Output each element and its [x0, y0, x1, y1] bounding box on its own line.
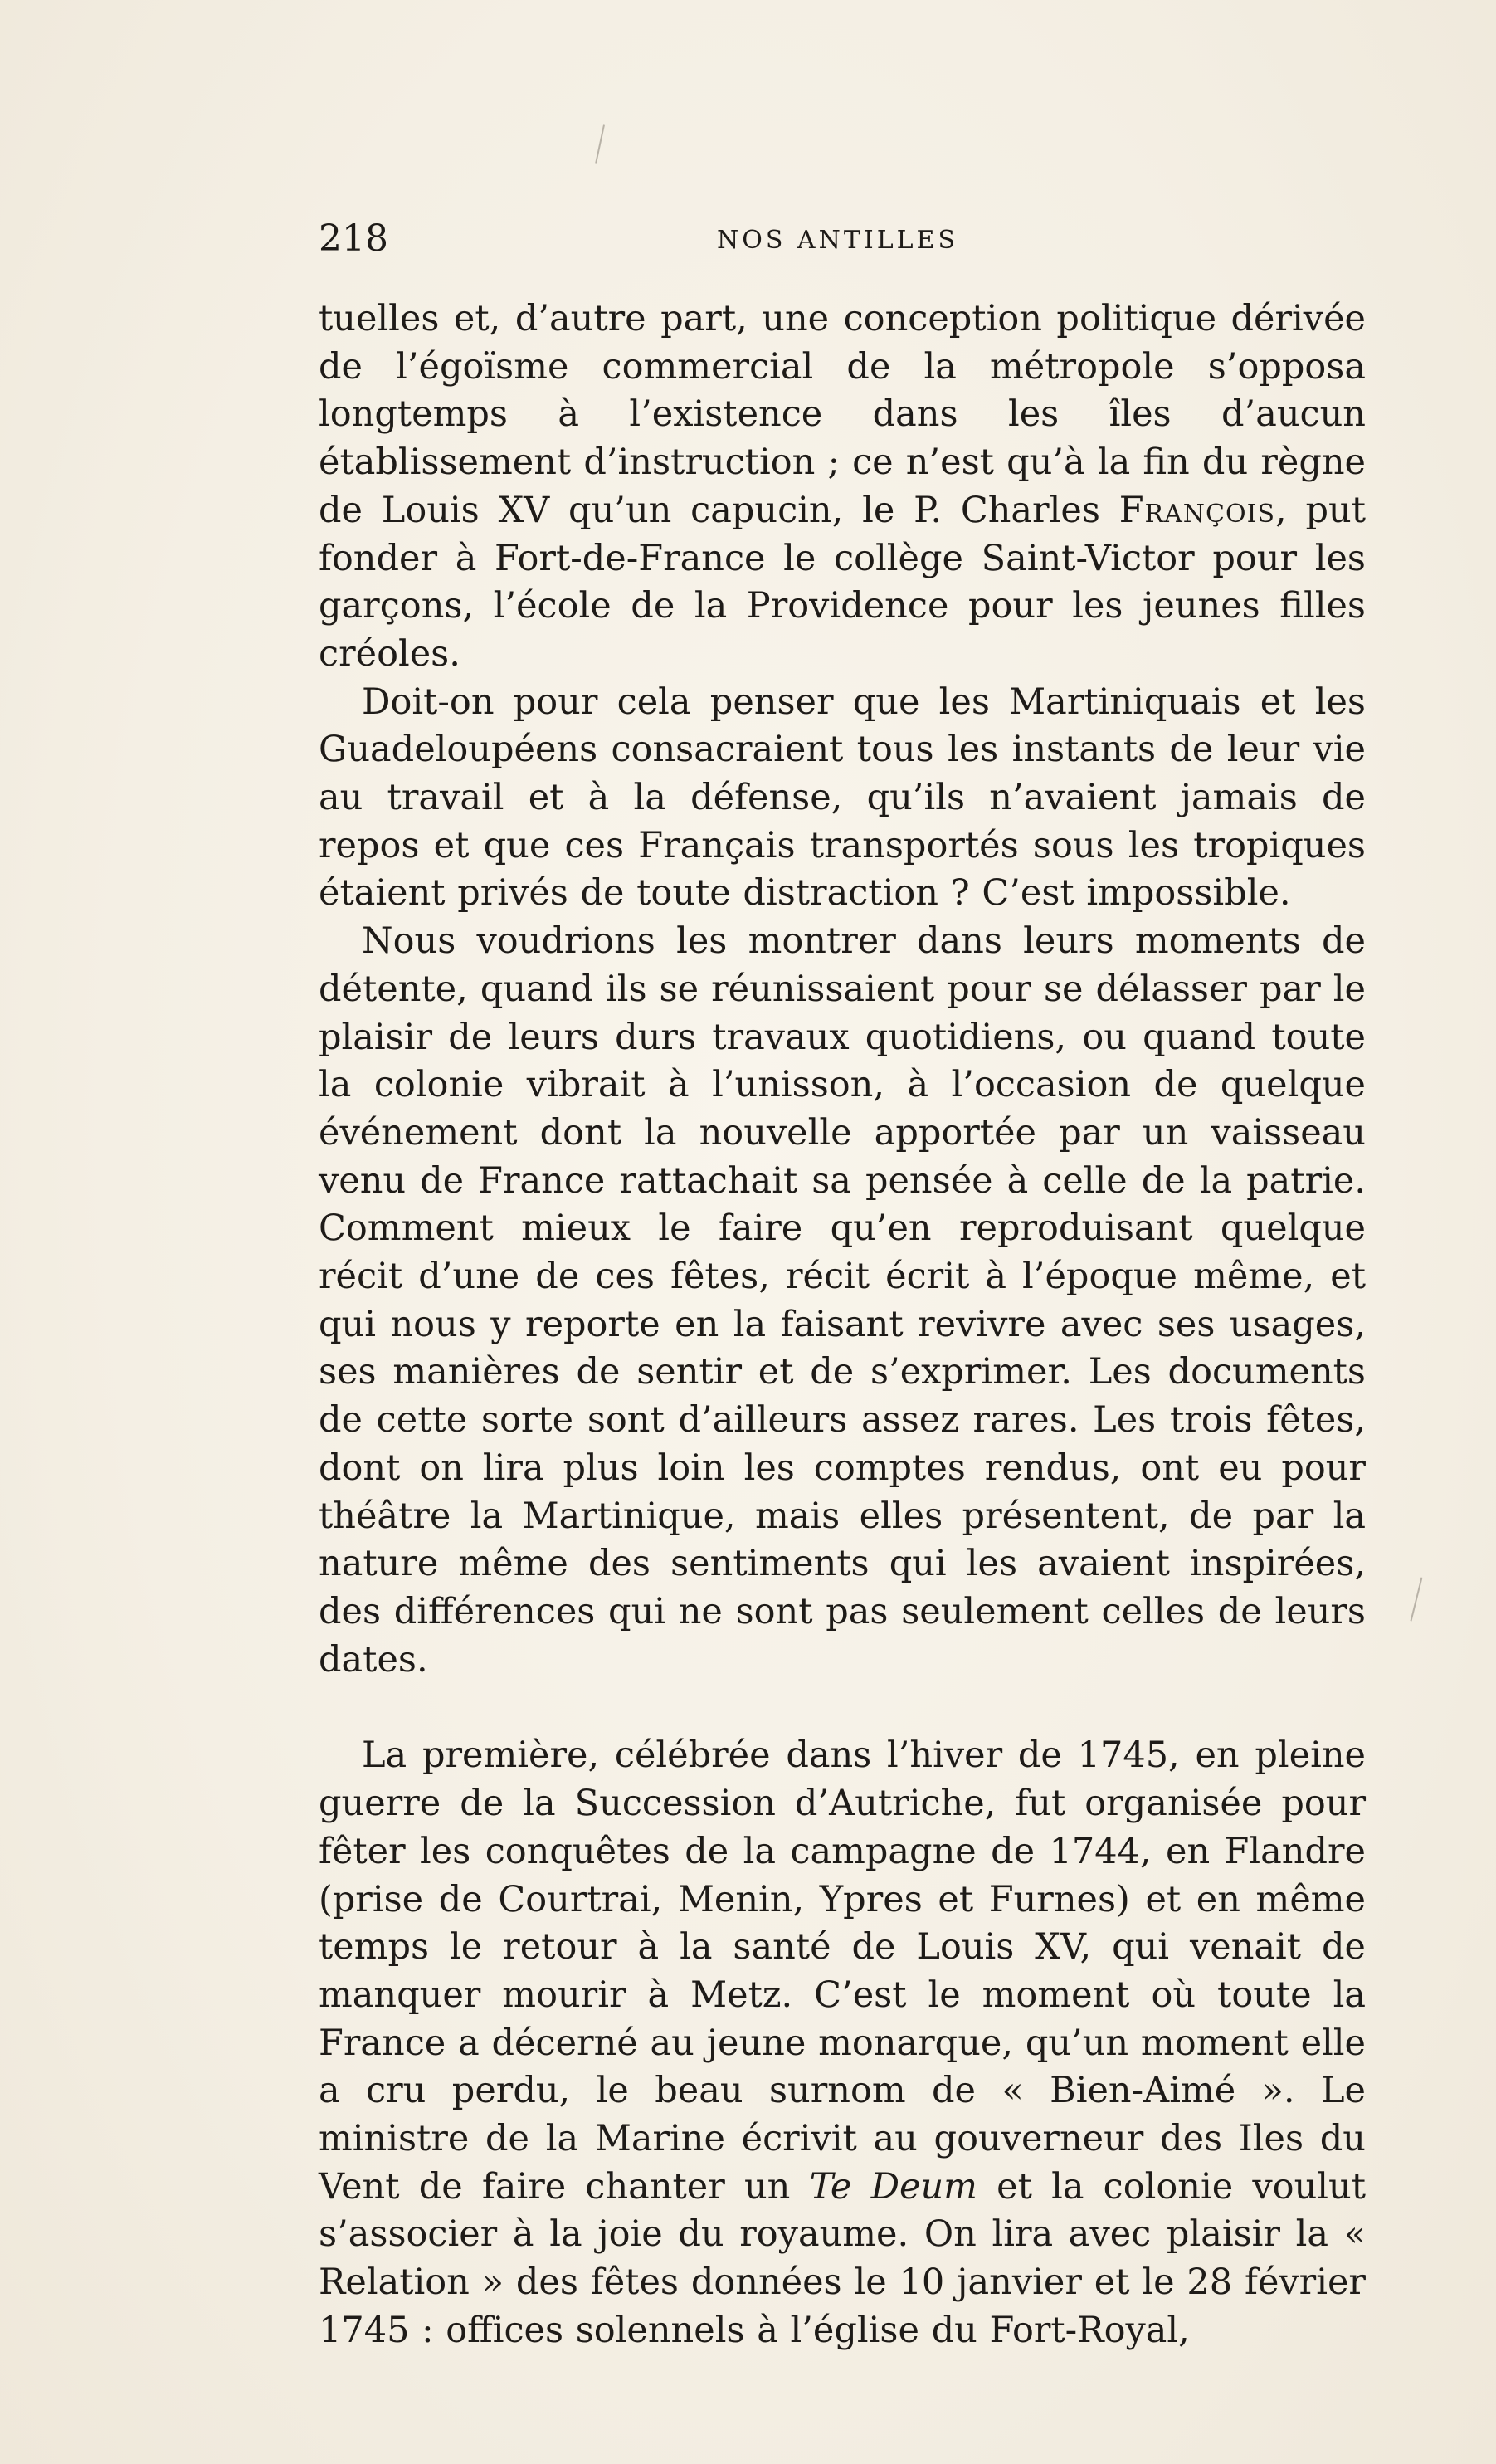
paragraph-3: Nous voudrions les montrer dans leurs moments de détente, quand ils se réunissaient pour se délasser par le plaisir de leurs durs travaux quotidiens, ou quand toute la colonie vibrait à l’unisson, à l’occasion de quelque événement dont la nouvelle apportée par un vaisseau venu de France rattachait sa pensée à celle de la patrie. Comment mieux le faire qu’en reproduisant quelque récit d’une de ces fêtes, récit écrit à l’époque même, et qui nous y reporte en la faisant revivre avec ses usages, ses manières de sentir et de s’exprimer. Les documents de cette sorte sont d’ailleurs assez rares. Les trois fêtes, dont on lira plus loin les comptes rendus, ont eu pour théâtre la Martinique, mais elles présentent, de par la nature même des sentiments qui les avaient inspirées, des différences qui ne sont pas seulement celles de leurs dates. — [319, 920, 1366, 1681]
paper-mark-top — [595, 124, 605, 163]
te-deum-italic: Te Deum — [809, 2165, 977, 2208]
paper-mark-right — [1410, 1578, 1422, 1622]
running-head — [319, 214, 1366, 264]
paragraph-1: tuelles et, d’autre part, une conception politique dérivée de l’égoïsme commercial de la métropole s’opposa longtemps à l’existence dans les îles d’aucun établissement d’instruction ; ce n’est qu’à la fin du règne de Louis XV qu’un capucin, le P. Charles François, put fonder à Fort-de-France le collège Saint-Victor pour les garçons, l’école de la Providence pour les jeunes filles créoles. — [319, 298, 1366, 675]
author-name-small-caps: François — [1118, 489, 1275, 531]
body-text — [319, 295, 1366, 2355]
paragraph-2: Doit-on pour cela penser que les Martiniquais et les Guadeloupéens consacraient tous les instants de leur vie au travail et à la défense, qu’ils n’avaient jamais de repos et que ces Français transportés sous les tropiques étaient privés de toute distraction ? C’est impossible. — [319, 681, 1366, 915]
paragraph-4: La première, célébrée dans l’hiver de 1745, en pleine guerre de la Succession d’Autriche, fut organisée pour fêter les conquêtes de la campagne de 1744, en Flandre (prise de Courtrai, Menin, Ypres et Furnes) et en même temps le retour à la santé de Louis XV, qui venait de manquer mourir à Metz. C’est le moment où toute la France a décerné au jeune monarque, qu’un moment elle a cru perdu, le beau surnom de « Bien-Aimé ». Le ministre de la Marine écrivit au gouverneur des Iles du Vent de faire chanter un Te Deum et la colonie voulut s’associer à la joie du royaume. On lira avec plaisir la « Relation » des fêtes données le 10 janvier et le 28 février 1745 : offices solennels à l’église du Fort-Royal, — [319, 1735, 1366, 2351]
page-number: 218 — [319, 217, 388, 260]
running-title: NOS ANTILLES — [717, 226, 959, 255]
